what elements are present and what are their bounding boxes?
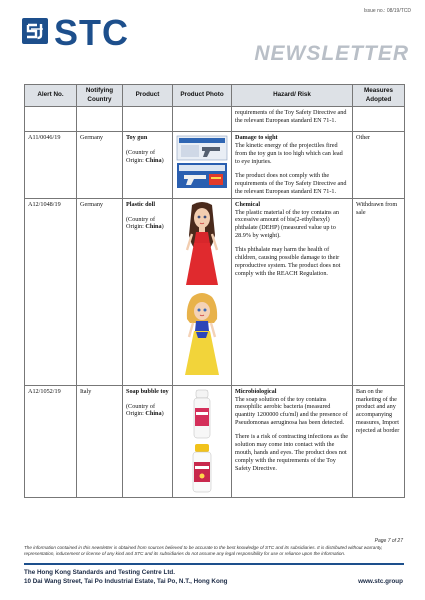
notifying-country: Germany bbox=[77, 132, 123, 199]
table-row bbox=[25, 385, 405, 497]
product-cell bbox=[123, 385, 173, 497]
table-row-continued bbox=[25, 107, 405, 132]
product-name: Toy gun bbox=[126, 134, 148, 141]
page-number: Page 7 of 27 bbox=[374, 538, 403, 544]
hazard-cell bbox=[232, 132, 353, 199]
product-name: Plastic doll bbox=[126, 200, 156, 208]
plastic-doll-photo bbox=[178, 201, 226, 381]
toy-gun-box-photo bbox=[176, 134, 228, 190]
header-notifying-country: Notifying Country bbox=[77, 85, 123, 107]
notifying-country: Germany bbox=[77, 198, 123, 385]
hazard-description: The kinetic energy of the projectiles fired from the toy gun is too high which can lead to eye injuries. bbox=[235, 141, 343, 165]
company-name: The Hong Kong Standards and Testing Centre Ltd. bbox=[24, 569, 176, 576]
company-info bbox=[24, 569, 228, 586]
header-hazard-risk: Hazard/ Risk bbox=[232, 85, 353, 107]
stc-logo-text: STC bbox=[54, 12, 129, 53]
continued-hazard-text: requirements of the Toy Safety Directive and the relevant European standard EN 71-1. bbox=[232, 107, 353, 132]
header-measures-adopted: Measures Adopted bbox=[353, 85, 405, 107]
newsletter-title: NEWSLETTER bbox=[254, 42, 409, 65]
page-header bbox=[0, 0, 425, 92]
header-product: Product bbox=[123, 85, 173, 107]
country-of-origin: (Country of Origin: China) bbox=[126, 402, 164, 418]
soap-bubble-bottle-photo bbox=[182, 388, 222, 494]
hazard-cell bbox=[232, 198, 353, 385]
alert-number: A11/0046/19 bbox=[25, 132, 77, 199]
footer-divider bbox=[24, 563, 404, 565]
alerts-table bbox=[24, 84, 405, 498]
issue-number: Issue no.: 08/19/TCD bbox=[363, 8, 411, 14]
hazard-cell bbox=[232, 385, 353, 497]
hazard-compliance: The product does not comply with the requirements of the Toy Safety Directive and the relevant European standard EN 71-1. bbox=[235, 171, 347, 195]
table-row bbox=[25, 132, 405, 199]
product-photo-cell bbox=[173, 385, 232, 497]
table-header-row bbox=[25, 85, 405, 107]
product-photo-cell bbox=[173, 132, 232, 199]
measures-adopted: Withdrawn from sale bbox=[353, 198, 405, 385]
measures-adopted: Ban on the marketing of the product and any accompanying measures, Import rejected at border bbox=[353, 385, 405, 497]
header-alert-no: Alert No. bbox=[25, 85, 77, 107]
measures-adopted: Other bbox=[353, 132, 405, 199]
alert-number: A12/1052/19 bbox=[25, 385, 77, 497]
company-address: 10 Dai Wang Street, Tai Po Industrial Estate, Tai Po, N.T., Hong Kong bbox=[24, 577, 228, 585]
hazard-title: Microbiological bbox=[235, 387, 277, 395]
alert-number: A12/1048/19 bbox=[25, 198, 77, 385]
product-name: Soap bubble toy bbox=[126, 387, 169, 395]
hazard-description: The soap solution of the toy contains mesophilic aerobic bacteria (measured quantity 1200000 cfu/ml) and the presence of Pseudomonas aeruginosa has been detected. bbox=[235, 395, 348, 427]
product-cell bbox=[123, 132, 173, 199]
table-row bbox=[25, 198, 405, 385]
website-link[interactable]: www.stc.group bbox=[358, 578, 403, 585]
hazard-compliance: This phthalate may harm the health of children, causing possible damage to their reproductive system. The product does not comply with the REACH Regulation. bbox=[235, 246, 341, 278]
hazard-title: Chemical bbox=[235, 200, 261, 208]
hazard-compliance: There is a risk of contracting infections as the solution may come into contact with the mouth, hands and eyes. The product does not comply with the requirements of the Toy Safety Directive. bbox=[235, 433, 349, 472]
product-cell bbox=[123, 198, 173, 385]
country-of-origin: (Country of Origin: China) bbox=[126, 148, 164, 164]
disclaimer-text: The information contained in this newsletter is obtained from sources believed to be accurate to the best knowledge of STC and its subsidiaries. It is distributed without warranty, representation, inducement or license of any kind and STC and its subsidiaries do not assume any legal responsibility for use or reliance upon the information. bbox=[24, 545, 383, 556]
stc-logo-icon bbox=[22, 18, 48, 44]
product-photo-cell bbox=[173, 198, 232, 385]
hazard-title: Damage to sight bbox=[235, 134, 278, 141]
country-of-origin: (Country of Origin: China) bbox=[126, 215, 164, 231]
hazard-description: The plastic material of the toy contains an excessive amount of bis(2-ethylhexyl) phthalate (DEHP) (measured value up to 28.9% by weight). bbox=[235, 208, 339, 240]
header-product-photo: Product Photo bbox=[173, 85, 232, 107]
notifying-country: Italy bbox=[77, 385, 123, 497]
